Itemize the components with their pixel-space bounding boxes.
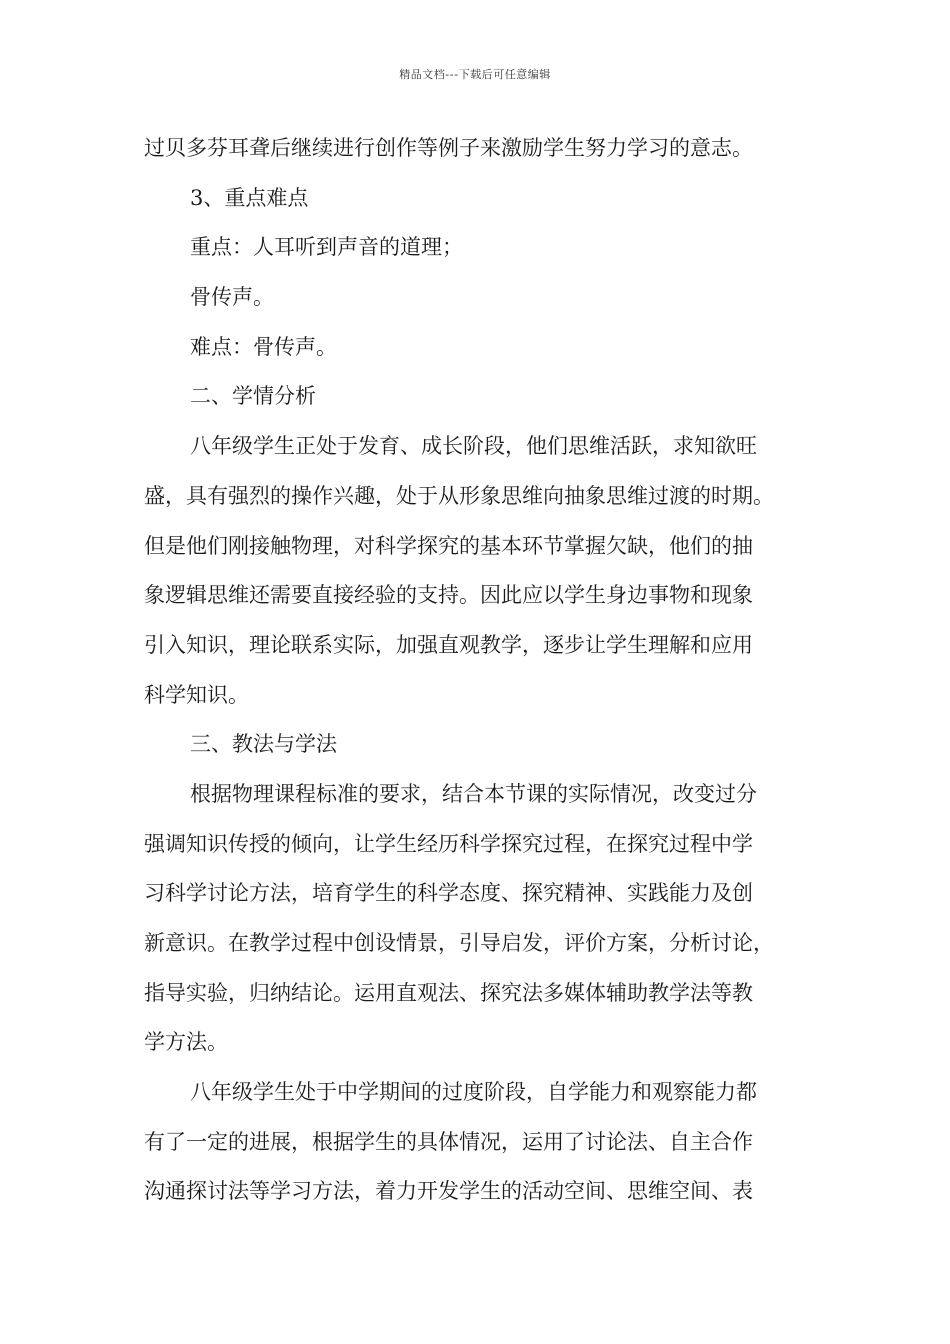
- text-line: 有了一定的进展，根据学生的具体情况，运用了讨论法、自主合作: [144, 1129, 753, 1154]
- text-line: 强调知识传授的倾向，让学生经历科学探究过程，在探究过程中学: [144, 831, 753, 856]
- text-line: 重点：人耳听到声音的道理；: [190, 235, 463, 260]
- text-line: 科学知识。: [144, 682, 249, 707]
- text-line: 指导实验，归纳结论。运用直观法、探究法多媒体辅助教学法等教: [144, 980, 753, 1005]
- text-line: 沟通探讨法等学习方法，着力开发学生的活动空间、思维空间、表: [144, 1179, 753, 1204]
- text-line: 骨传声。: [190, 285, 274, 310]
- section-heading: 3、重点难点: [190, 185, 309, 210]
- section-heading: 三、教法与学法: [190, 732, 337, 757]
- text-line: 新意识。在教学过程中创设情景，引导启发，评价方案，分析讨论，: [144, 931, 774, 955]
- text-line: 象逻辑思维还需要直接经验的支持。因此应以学生身边事物和现象: [144, 583, 753, 608]
- text-line: 过贝多芬耳聋后继续进行创作等例子来激励学生努力学习的意志。: [144, 136, 753, 160]
- text-line: 八年级学生正处于发育、成长阶段，他们思维活跃，求知欲旺: [190, 434, 757, 459]
- section-heading: 二、学情分析: [190, 384, 316, 409]
- page-header: 精品文档---下载后可任意编辑: [399, 68, 551, 81]
- text-line: 引入知识，理论联系实际，加强直观教学，逐步让学生理解和应用: [144, 632, 753, 657]
- text-line: 习科学讨论方法，培育学生的科学态度、探究精神、实践能力及创: [144, 881, 753, 906]
- text-line: 难点：骨传声。: [190, 334, 337, 359]
- document-body: [144, 124, 820, 1217]
- text-line: 盛，具有强烈的操作兴趣，处于从形象思维向抽象思维过渡的时期。: [144, 483, 774, 508]
- text-line: 学方法。: [144, 1030, 228, 1055]
- text-line: 但是他们刚接触物理，对科学探究的基本环节掌握欠缺，他们的抽: [144, 533, 753, 558]
- text-line: 八年级学生处于中学期间的过度阶段，自学能力和观察能力都: [190, 1080, 757, 1105]
- text-line: 根据物理课程标准的要求，结合本节课的实际情况，改变过分: [190, 781, 757, 806]
